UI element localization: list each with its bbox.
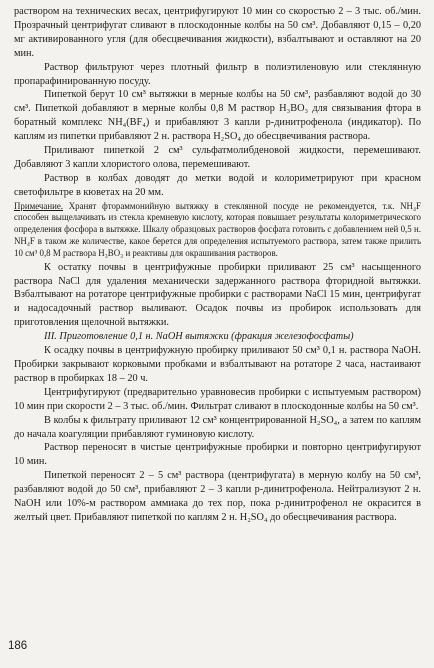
paragraph: Раствор фильтруют через плотный фильтр в полиэтиленовую или стеклянную пропарафинированную посуду.	[14, 61, 421, 87]
note-text: Хранят фтораммонийную вытяжку в стеклянной посуде не рекомендуется, т.к. NH₄F способен выщелачивать из стекла кремневую кислоту, которая повышает результаты колориметрического определения фосфора в вытяжке. Шкалу образцовых растворов фосфата готовить с добавлением ней 0,5 н. NH₄F в таком же количестве, какое берется для определения испытуемого раствора, затем также прилить 10 см³ 0,8 М раствора H₃BO₃ и реактивы для окрашивания растворов.	[14, 200, 421, 258]
paragraph: К остатку почвы в центрифужные пробирки приливают 25 см³ насыщенного раствора NaCl для удаления механически задержанного раствора фторидной вытяжки. Взбалтывают на ротаторе центрифужные пробирки с растворами NaCl 15 мин, центрифугат и надосадочный раствор выливают. Осадок почвы из пробирок использовать для приготовления щелочной вытяжки.	[14, 261, 421, 329]
note-label: Примечание.	[14, 200, 63, 211]
paragraph: Пипеткой берут 10 см³ вытяжки в мерные колбы на 50 см³, разбавляют водой до 30 см³. Пипеткой добавляют в мерные колбы 0,8 М раствор H₃BO₃ для связывания фтора в боратный комплекс NH₄(BF₄) и прибавляют 3 капли p-динитрофенола (индикатор). По каплям из пипетки прибавляют 2 н. раствора H₂SO₄ до обесцвечивания раствора.	[14, 89, 421, 143]
paragraph: Пипеткой переносят 2 – 5 см³ раствора (центрифугата) в мерную колбу на 50 см³, разбавляют водой до 50 см³, прибавляют 2 – 3 капли p-динитрофенола. Нейтрализуют 2 н. NaOH или 10%-м раствором аммиака до тех пор, пока p-динитрофенол не окрасится в желтый цвет. Прибавляют пипеткой по каплям 2 н. H₂SO₄ до обесцвечивания раствора.	[14, 470, 421, 523]
paragraph: В колбы к фильтрату приливают 12 см³ концентрированной H₂SO₄, а затем по каплям до начала коагуляции прибавляют гуминовую кислоту.	[14, 414, 421, 440]
page-number: 186	[8, 640, 28, 652]
note-paragraph	[14, 201, 421, 260]
paragraph: Центрифугируют (предварительно уравновесив пробирки с испытуемым раствором) 10 мин при скорости 2 – 3 тыс. об./мин. Фильтрат сливают в плоскодонные колбы на 50 см³.	[14, 386, 421, 412]
paragraph-continuation: раствором на технических весах, центрифугируют 10 мин со скоростью 2 – 3 тыс. об./мин. Прозрачный центрифугат сливают в плоскодонные колбы на 50 см³. Добавляют 0,15 – 0,20 мг активированного угля (для обесцвечивания жидкости), взбалтывают и оставляют на 20 мин.	[14, 6, 421, 59]
paragraph: Раствор переносят в чистые центрифужные пробирки и повторно центрифугируют 10 мин.	[14, 442, 421, 468]
paragraph: Раствор в колбах доводят до метки водой и колориметрируют при красном светофильтре в кюветах на 20 мм.	[14, 172, 421, 198]
section-heading: III. Приготовление 0,1 н. NaOH вытяжки (фракция железофосфаты)	[44, 331, 354, 343]
paragraph: К осадку почвы в центрифужную пробирку приливают 50 см³ 0,1 н. раствора NaOH. Пробирки закрывают корковыми пробками и взбалтывают на ротаторе 2 часа, настаивают раствор в пробирках 18 – 20 ч.	[14, 345, 421, 384]
paragraph: Приливают пипеткой 2 см³ сульфатмолибденовой жидкости, перемешивают. Добавляют 3 капли хлористого олова, перемешивают.	[14, 145, 421, 170]
